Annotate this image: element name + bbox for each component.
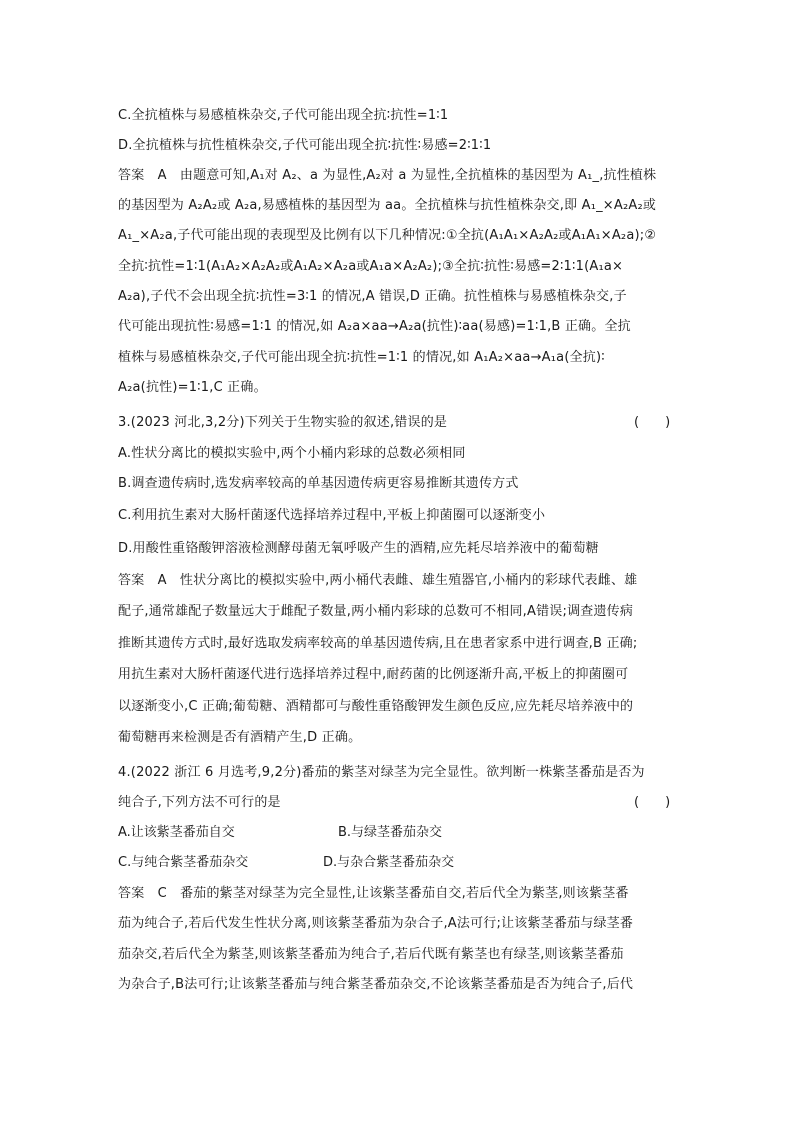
q4-option-d: D.与杂合紫茎番茄杂交 (323, 855, 455, 870)
q3-answer-blank: ( ) (634, 415, 671, 430)
q2-option-d: D.全抗植株与抗性植株杂交,子代可能出现全抗∶抗性∶易感=2∶1∶1 (118, 138, 492, 153)
q3-option-c: C.利用抗生素对大肠杆菌逐代选择培养过程中,平板上抑菌圈可以逐渐变小 (118, 508, 546, 523)
q4-stem: 4.(2022 浙江 6 月选考,9,2分)番茄的紫茎对绿茎为完全显性。欲判断一株紫茎番茄是否为 (118, 765, 645, 780)
q2-answer-line: 代可能出现抗性∶易感=1∶1 的情况,如 A₂a×aa→A₂a(抗性)∶aa(易感)=1∶1,B 正确。全抗 (118, 319, 631, 334)
q3-answer-line: 配子,通常雄配子数量远大于雌配子数量,两小桶内彩球的总数可不相同,A错误;调查遗传病 (118, 604, 634, 619)
q3-answer-line: 答案 A 性状分离比的模拟实验中,两小桶代表雌、雄生殖器官,小桶内的彩球代表雌、雄 (118, 573, 638, 588)
q4-answer-line: 茄为纯合子,若后代发生性状分离,则该紫茎番茄为杂合子,A法可行;让该紫茎番茄与绿茎番 (118, 916, 634, 931)
q4-stem: 纯合子,下列方法不可行的是 (118, 795, 281, 810)
q2-answer-line: A₂a),子代不会出现全抗∶抗性=3∶1 的情况,A 错误,D 正确。抗性植株与易感植株杂交,子 (118, 289, 627, 304)
q2-answer-line: 全抗∶抗性=1∶1(A₁A₂×A₂A₂或A₁A₂×A₂a或A₁a×A₂A₂);③全抗∶抗性∶易感=2∶1∶1(A₁a× (118, 259, 624, 274)
q3-answer-line: 以逐渐变小,C 正确;葡萄糖、酒精都可与酸性重铬酸钾发生颜色反应,应先耗尽培养液中的 (118, 699, 634, 714)
q2-answer-line: 答案 A 由题意可知,A₁对 A₂、a 为显性,A₂对 a 为显性,全抗植株的基因型为 A₁_,抗性植株 (118, 168, 657, 183)
q2-answer-line: A₁_×A₂a,子代可能出现的表现型及比例有以下几种情况:①全抗(A₁A₁×A₂A₂或A₁A₁×A₂a);② (118, 228, 657, 243)
q4-option-c: C.与纯合紫茎番茄杂交 (118, 855, 249, 870)
q3-answer-line: 推断其遗传方式时,最好选取发病率较高的单基因遗传病,且在患者家系中进行调查,B 正确; (118, 636, 638, 651)
q2-answer-line: 的基因型为 A₂A₂或 A₂a,易感植株的基因型为 aa。全抗植株与抗性植株杂交,即 A₁_×A₂A₂或 (118, 198, 657, 213)
q4-answer-line: 答案 C 番茄的紫茎对绿茎为完全显性,让该紫茎番茄自交,若后代全为紫茎,则该紫茎番 (118, 886, 629, 901)
q4-answer-blank: ( ) (634, 795, 671, 810)
q2-answer-line: 植株与易感植株杂交,子代可能出现全抗∶抗性=1∶1 的情况,如 A₁A₂×aa→A₁a(全抗)∶ (118, 350, 605, 365)
q3-option-a: A.性状分离比的模拟实验中,两个小桶内彩球的总数必须相同 (118, 446, 466, 461)
q4-answer-line: 茄杂交,若后代全为紫茎,则该紫茎番茄为纯合子,若后代既有紫茎也有绿茎,则该紫茎番茄 (118, 947, 624, 962)
q2-answer-line: A₂a(抗性)=1∶1,C 正确。 (118, 380, 267, 395)
q4-answer-line: 为杂合子,B法可行;让该紫茎番茄与纯合紫茎番茄杂交,不论该紫茎番茄是否为纯合子,后代 (118, 977, 634, 992)
q2-option-c: C.全抗植株与易感植株杂交,子代可能出现全抗∶抗性=1∶1 (118, 108, 449, 123)
q3-stem: 3.(2023 河北,3,2分)下列关于生物实验的叙述,错误的是 (118, 415, 448, 430)
q4-option-b: B.与绿茎番茄杂交 (338, 825, 443, 840)
q3-option-b: B.调查遗传病时,选发病率较高的单基因遗传病更容易推断其遗传方式 (118, 476, 519, 491)
q3-option-d: D.用酸性重铬酸钾溶液检测酵母菌无氧呼吸产生的酒精,应先耗尽培养液中的葡萄糖 (118, 541, 599, 556)
q4-option-a: A.让该紫茎番茄自交 (118, 825, 235, 840)
q3-answer-line: 用抗生素对大肠杆菌逐代进行选择培养过程中,耐药菌的比例逐渐升高,平板上的抑菌圈可 (118, 667, 629, 682)
q3-answer-line: 葡萄糖再来检测是否有酒精产生,D 正确。 (118, 730, 362, 745)
